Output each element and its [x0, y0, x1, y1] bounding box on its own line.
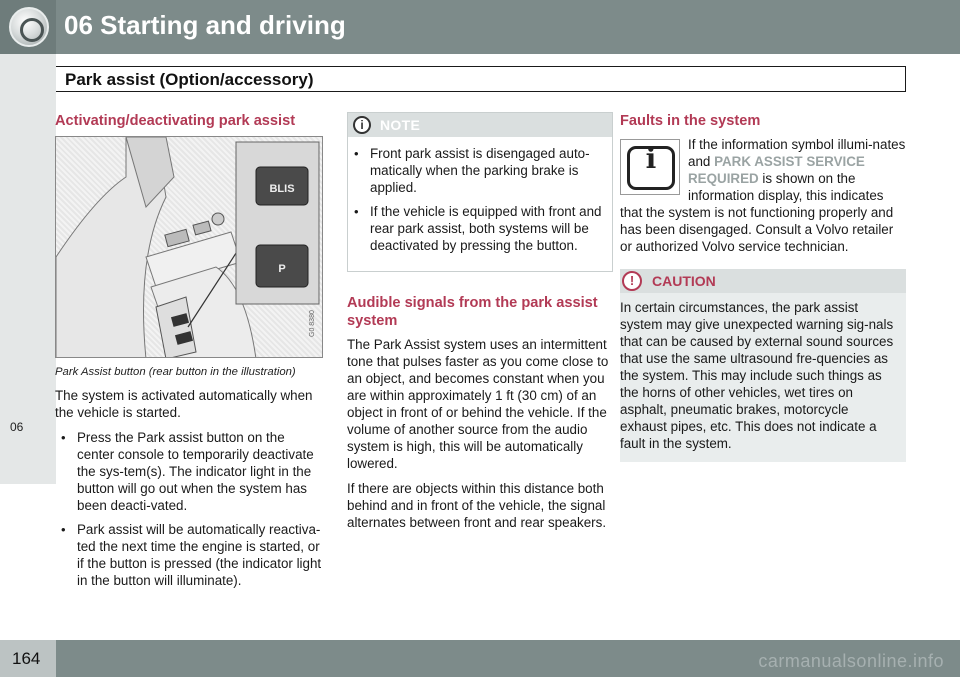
column-1 [55, 112, 323, 596]
list-item: • If the vehicle is equipped with front and rear park assist, both systems will be deactivated by pressing the button. [348, 203, 602, 254]
service-message: PARK ASSIST SERVICE REQUIRED [688, 154, 865, 186]
logo-box [0, 0, 56, 54]
side-tab [0, 54, 56, 484]
volvo-logo-icon [9, 7, 49, 47]
caution-header [620, 269, 906, 293]
page-number: 164 [12, 649, 41, 668]
list-item: • Front park assist is disengaged auto-matically when the parking brake is applied. [348, 145, 602, 196]
paragraph: If there are objects within this distance both behind and in front of the vehicle, the signal alternates between front and rear speakers. [347, 481, 607, 530]
note-body [348, 137, 612, 271]
list-item: • Park assist will be automatically reactiva-ted the next time the engine is started, or if the button is pressed (the indicator light in the button will illuminate). [55, 521, 323, 589]
info-circle-icon: i [353, 116, 371, 134]
column-3 [620, 112, 906, 462]
blis-button-label: BLIS [269, 183, 295, 195]
exclamation-icon: ! [622, 271, 642, 291]
park-button-label: P [278, 263, 286, 275]
activation-bullets [55, 429, 323, 589]
chapter-title: 06 Starting and driving [64, 10, 346, 40]
paragraph: The Park Assist system uses an intermittent tone that pulses faster as you come close to an object, and becomes constant when you are within approximately 1 ft (30 cm) of an object in front of or behind the vehicle. If the volume of another source from the audio system is high, this will be automatically lowered. [347, 337, 609, 471]
watermark: carmanualsonline.info [758, 651, 944, 671]
note-label: NOTE [380, 117, 421, 133]
heading-activating: Activating/deactivating park assist [55, 113, 296, 129]
figure-caption: Park Assist button (rear button in the illustration) [55, 366, 296, 378]
faults-paragraph [620, 136, 906, 255]
caution-label: CAUTION [652, 273, 716, 289]
section-title: Park assist (Option/accessory) [65, 70, 314, 89]
park-assist-illustration [55, 136, 323, 358]
figure-code: G0 8380 [309, 310, 316, 337]
side-tab-label: 06 [10, 420, 24, 434]
note-box [347, 112, 613, 272]
column-2 [347, 112, 613, 539]
list-item: • Press the Park assist button on the center console to temporarily deactivate the sys-tem(s). The indicator light in the button will go out when the system has been deacti-vated. [55, 429, 323, 514]
heading-faults: Faults in the system [620, 113, 761, 129]
note-header [348, 113, 612, 137]
faults-text-before: If the information symbol illumi-nates and [688, 137, 906, 169]
faults-text-after: is shown on the information display, this indicates that the system is not functioning properly and has been disengaged. Consult a Volvo retailer or authorized Volvo service technician. [620, 171, 894, 254]
side-tab-lower [0, 484, 56, 640]
console-drawing [56, 137, 323, 358]
caution-box [620, 269, 906, 462]
heading-audible-signals: Audible signals from the park assist system [347, 295, 598, 329]
information-symbol-icon: i [620, 139, 680, 195]
intro-paragraph: The system is activated automatically when the vehicle is started. [55, 388, 313, 420]
caution-body: In certain circumstances, the park assist system may give unexpected warning sig-nals that can be caused by external sound sources that use the same ultrasound fre-quencies as the system. This may include such things as the horns of other vehicles, wet tires on asphalt, pneumatic brakes, motorcycle exhaust pipes, etc. This does not indicate a fault in the system. [620, 300, 894, 451]
